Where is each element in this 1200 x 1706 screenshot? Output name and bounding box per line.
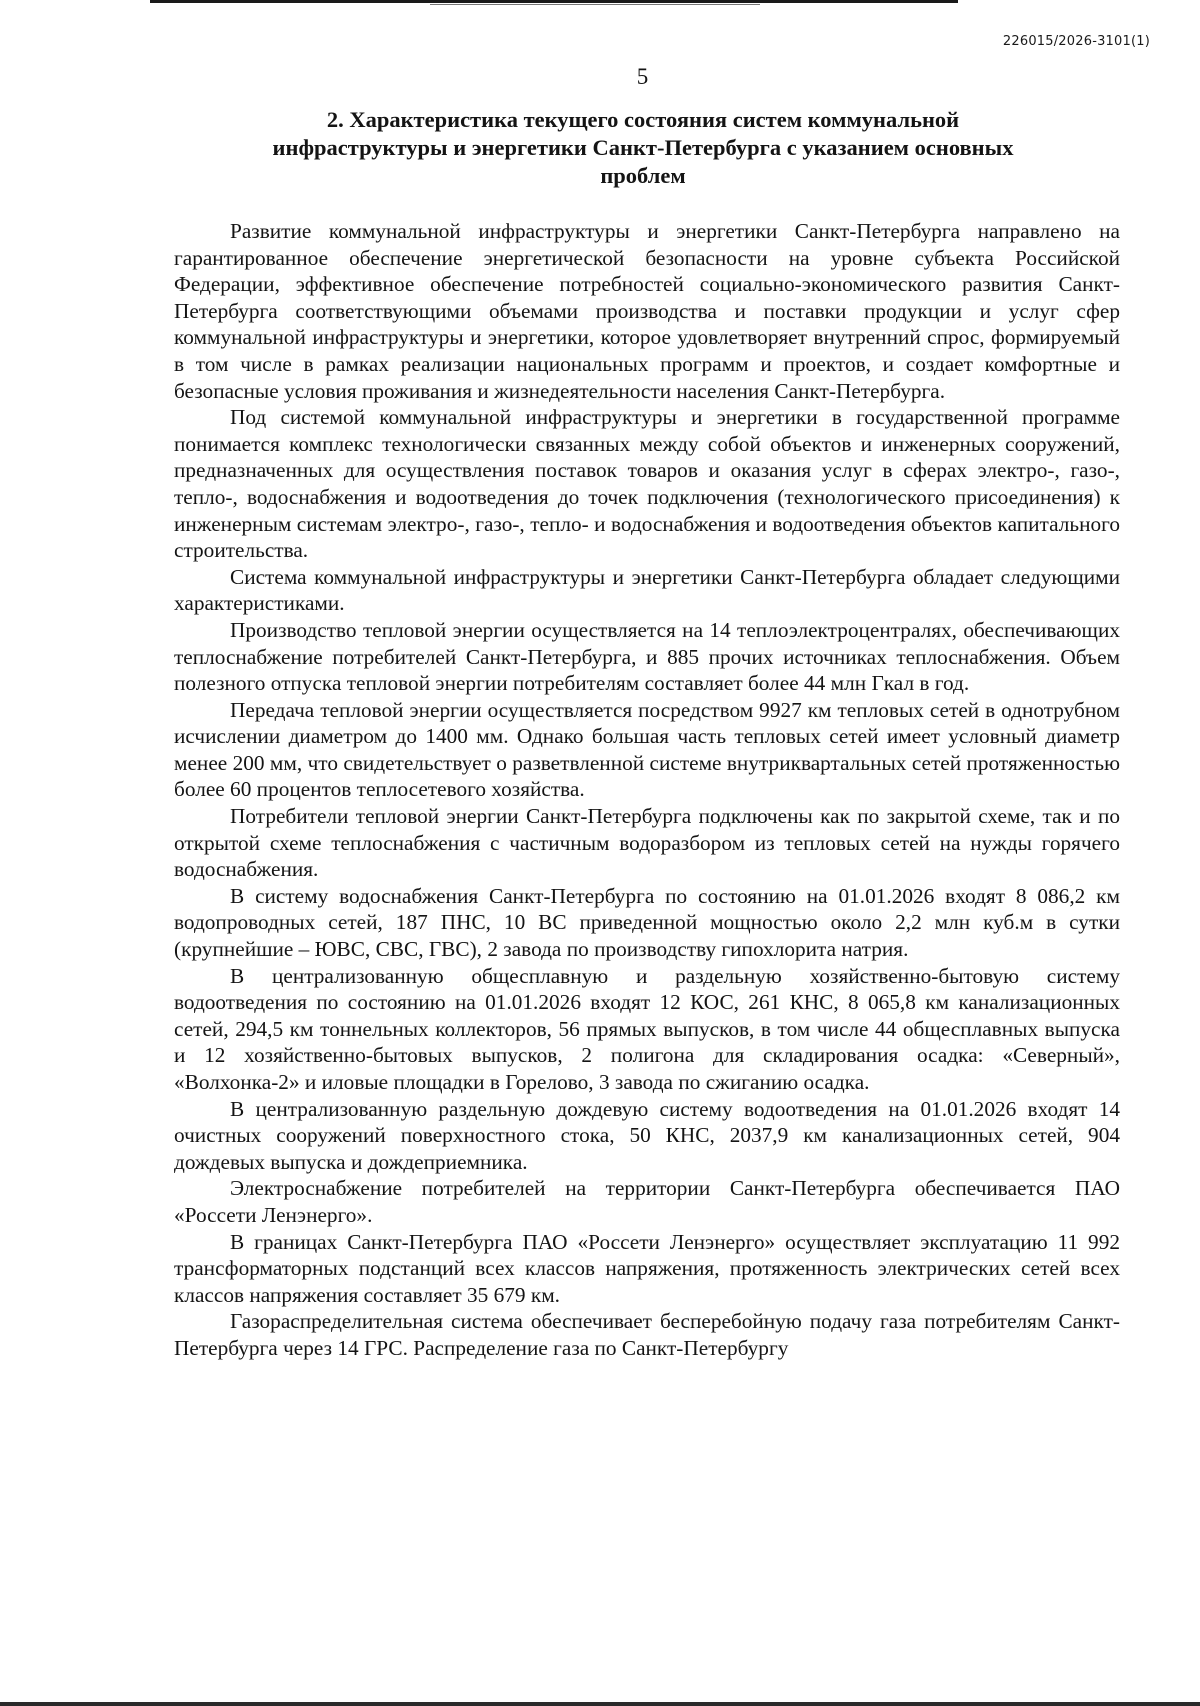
paragraph: В централизованную раздельную дождевую систему водоотведения на 01.01.2026 входят 14 очистных сооружений поверхностного стока, 50 КНС, 2037,9 км канализационных сетей, 904 дождевых выпуска и дождеприемника. bbox=[174, 1096, 1120, 1174]
page-number: 5 bbox=[636, 64, 649, 89]
paragraph: Потребители тепловой энергии Санкт-Петербурга подключены как по закрытой схеме, так и по открытой схеме теплоснабжения с частичным водоразбором из тепловых сетей на нужды горячего водоснабжения. bbox=[174, 804, 1120, 882]
paragraph: Газораспределительная система обеспечивает бесперебойную подачу газа потребителям Санкт-Петербурга через 14 ГРС. Распределение газа по Санкт-Петербургу bbox=[174, 1309, 1120, 1360]
paragraph: Система коммунальной инфраструктуры и энергетики Санкт-Петербурга обладает следующими характеристиками. bbox=[174, 564, 1120, 616]
scan-top-edge-line-faint bbox=[430, 4, 760, 5]
scan-top-edge-line bbox=[150, 0, 958, 3]
paragraph: Развитие коммунальной инфраструктуры и энергетики Санкт-Петербурга направлено на гарантированное обеспечение энергетической безопасности на уровне субъекта Российской Федерации, эффективное обеспечение потребностей социально-экономического развития Санкт-Петербурга соответствующими объемами производства и поставки продукции и услуг сфер коммунальной инфраструктуры и энергетики, которое удовлетворяет внутренний спрос, формируемый в том числе в рамках реализации национальных программ и проектов, и создает комфортные и безопасные условия проживания и жизнедеятельности населения Санкт-Петербурга. bbox=[174, 219, 1120, 403]
paragraph: В централизованную общесплавную и раздельную хозяйственно-бытовую систему водоотведения по состоянию на 01.01.2026 входят 12 КОС, 261 КНС, 8 065,8 км канализационных сетей, 294,5 км тоннельных коллекторов, 56 прямых выпусков, в том числе 44 общесплавных выпуска и 12 хозяйственно-бытовых выпусков, 2 полигона для складирования осадка: «Северный», «Волхонка-2» и иловые площадки в Горелово, 3 завода по сжиганию осадка. bbox=[174, 963, 1120, 1094]
paragraph: В границах Санкт-Петербурга ПАО «Россети Ленэнерго» осуществляет эксплуатацию 11 992 трансформаторных подстанций всех классов напряжения, протяженность электрических сетей всех классов напряжения составляет 35 679 км. bbox=[174, 1229, 1120, 1307]
paragraph: В систему водоснабжения Санкт-Петербурга по состоянию на 01.01.2026 входят 8 086,2 км водопроводных сетей, 187 ПНС, 10 ВС приведенной мощностью около 2,2 млн куб.м в сутки (крупнейшие – ЮВС, СВС, ГВС), 2 завода по производству гипохлорита натрия. bbox=[174, 883, 1120, 962]
document-body bbox=[174, 218, 1120, 1362]
paragraph: Под системой коммунальной инфраструктуры и энергетики в государственной программе понимается комплекс технологически связанных между собой объектов и инженерных сооружений, предназначенных для осуществления поставок товаров и оказания услуг в сферах электро-, газо-, тепло-, водоснабжения и водоотведения до точек подключения (технологического присоединения) к инженерным системам электро-, газо-, тепло- и водоснабжения и водоотведения объектов капитального строительства. bbox=[174, 405, 1120, 563]
scan-bottom-edge-line bbox=[0, 1702, 1200, 1706]
paragraph: Передача тепловой энергии осуществляется посредством 9927 км тепловых сетей в однотрубном исчислении диаметром до 1400 мм. Однако большая часть тепловых сетей имеет условный диаметр менее 200 мм, что свидетельствует о разветвленной системе внутриквартальных сетей протяженностью более 60 процентов теплосетевого хозяйства. bbox=[174, 697, 1120, 802]
paragraph: Производство тепловой энергии осуществляется на 14 теплоэлектроцентралях, обеспечивающих теплоснабжение потребителей Санкт-Петербурга, и 885 прочих источниках теплоснабжения. Объем полезного отпуска тепловой энергии потребителям составляет более 44 млн Гкал в год. bbox=[174, 617, 1120, 696]
section-title: 2. Характеристика текущего состояния систем коммунальной инфраструктуры и энергетики Санкт-Петербурга с указанием основных проблем bbox=[272, 107, 1014, 188]
document-registration-number: 226015/2026-3101(1) bbox=[1002, 34, 1150, 49]
paragraph: Электроснабжение потребителей на территории Санкт-Петербурга обеспечивается ПАО «Россети Ленэнерго». bbox=[174, 1176, 1120, 1227]
